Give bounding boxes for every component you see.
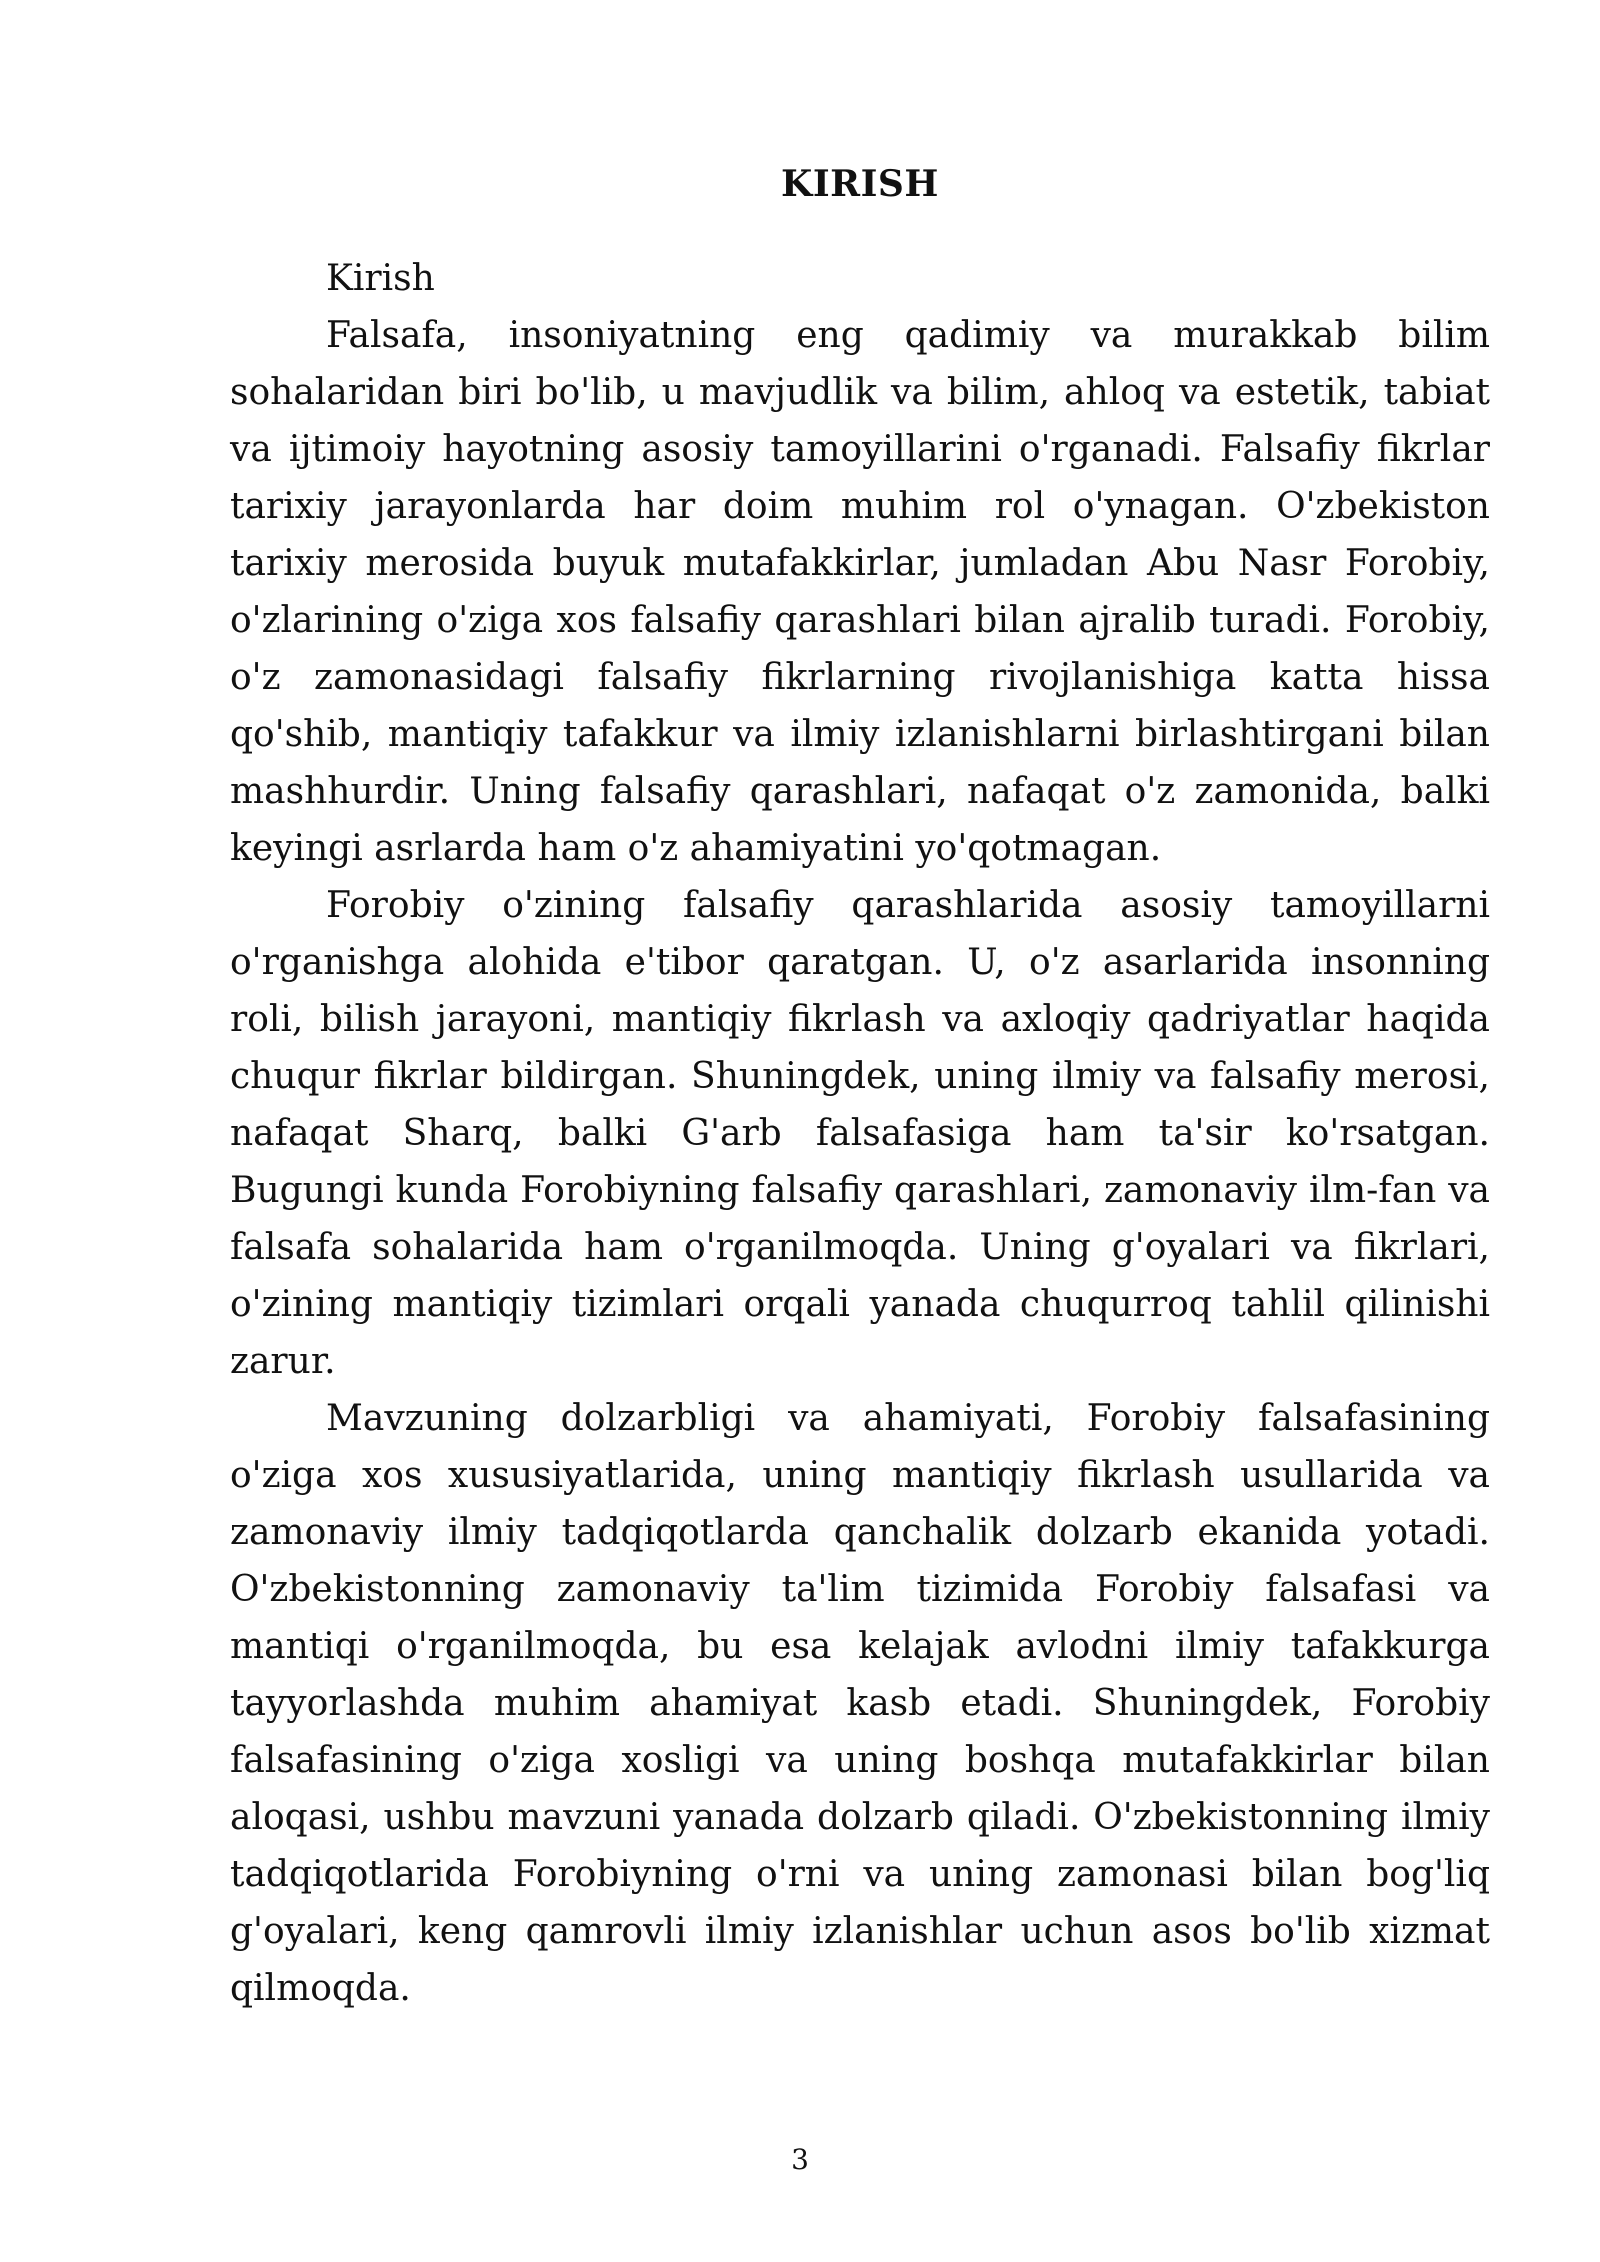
paragraph-2: Forobiy o'zining falsafiy qarashlarida asosiy tamoyillarni o'rganishga alohida e'tibor qaratgan. U, o'z asarlarida insonning roli, bilish jarayoni, mantiqiy fikrlash va axloqiy qadriyatlar haqida chuqur fikrlar bildirgan. Shuningdek, uning ilmiy va falsafiy merosi, nafaqat Sharq, balki G'arb falsafasiga ham ta'sir ko'rsatgan. Bugungi kunda Forobiyning falsafiy qarashlari, zamonaviy ilm-fan va falsafa sohalarida ham o'rganilmoqda. Uning g'oyalari va fikrlari, o'zining mantiqiy tizimlari orqali yanada chuqurroq tahlil qilinishi zarur.	[230, 885, 1490, 1382]
section-heading: KIRISH	[781, 163, 939, 205]
paragraph-3: Mavzuning dolzarbligi va ahamiyati, Forobiy falsafasining o'ziga xos xususiyatlarida, uning mantiqiy fikrlash usullarida va zamonaviy ilmiy tadqiqotlarda qanchalik dolzarb ekanida yotadi. O'zbekistonning zamonaviy ta'lim tizimida Forobiy falsafasi va mantiqi o'rganilmoqda, bu esa kelajak avlodni ilmiy tafakkurga tayyorlashda muhim ahamiyat kasb etadi. Shuningdek, Forobiy falsafasining o'ziga xosligi va uning boshqa mutafakkirlar bilan aloqasi, ushbu mavzuni yanada dolzarb qiladi. O'zbekistonning ilmiy tadqiqotlarida Forobiyning o'rni va uning zamonasi bilan bog'liq g'oyalari, keng qamrovli ilmiy izlanishlar uchun asos bo'lib xizmat qilmoqda.	[230, 1398, 1490, 2009]
page-number: 3	[791, 2143, 809, 2176]
paragraph-subheading: Kirish	[326, 258, 435, 299]
body-text	[230, 250, 1490, 2017]
paragraph-1: Falsafa, insoniyatning eng qadimiy va murakkab bilim sohalaridan biri bo'lib, u mavjudlik va bilim, ahloq va estetik, tabiat va ijtimoiy hayotning asosiy tamoyillarini o'rganadi. Falsafiy fikrlar tarixiy jarayonlarda har doim muhim rol o'ynagan. O'zbekiston tarixiy merosida buyuk mutafakkirlar, jumladan Abu Nasr Forobiy, o'zlarining o'ziga xos falsafiy qarashlari bilan ajralib turadi. Forobiy, o'z zamonasidagi falsafiy fikrlarning rivojlanishiga katta hissa qo'shib, mantiqiy tafakkur va ilmiy izlanishlarni birlashtirgani bilan mashhurdir. Uning falsafiy qarashlari, nafaqat o'z zamonida, balki keyingi asrlarda ham o'z ahamiyatini yo'qotmagan.	[230, 315, 1490, 869]
